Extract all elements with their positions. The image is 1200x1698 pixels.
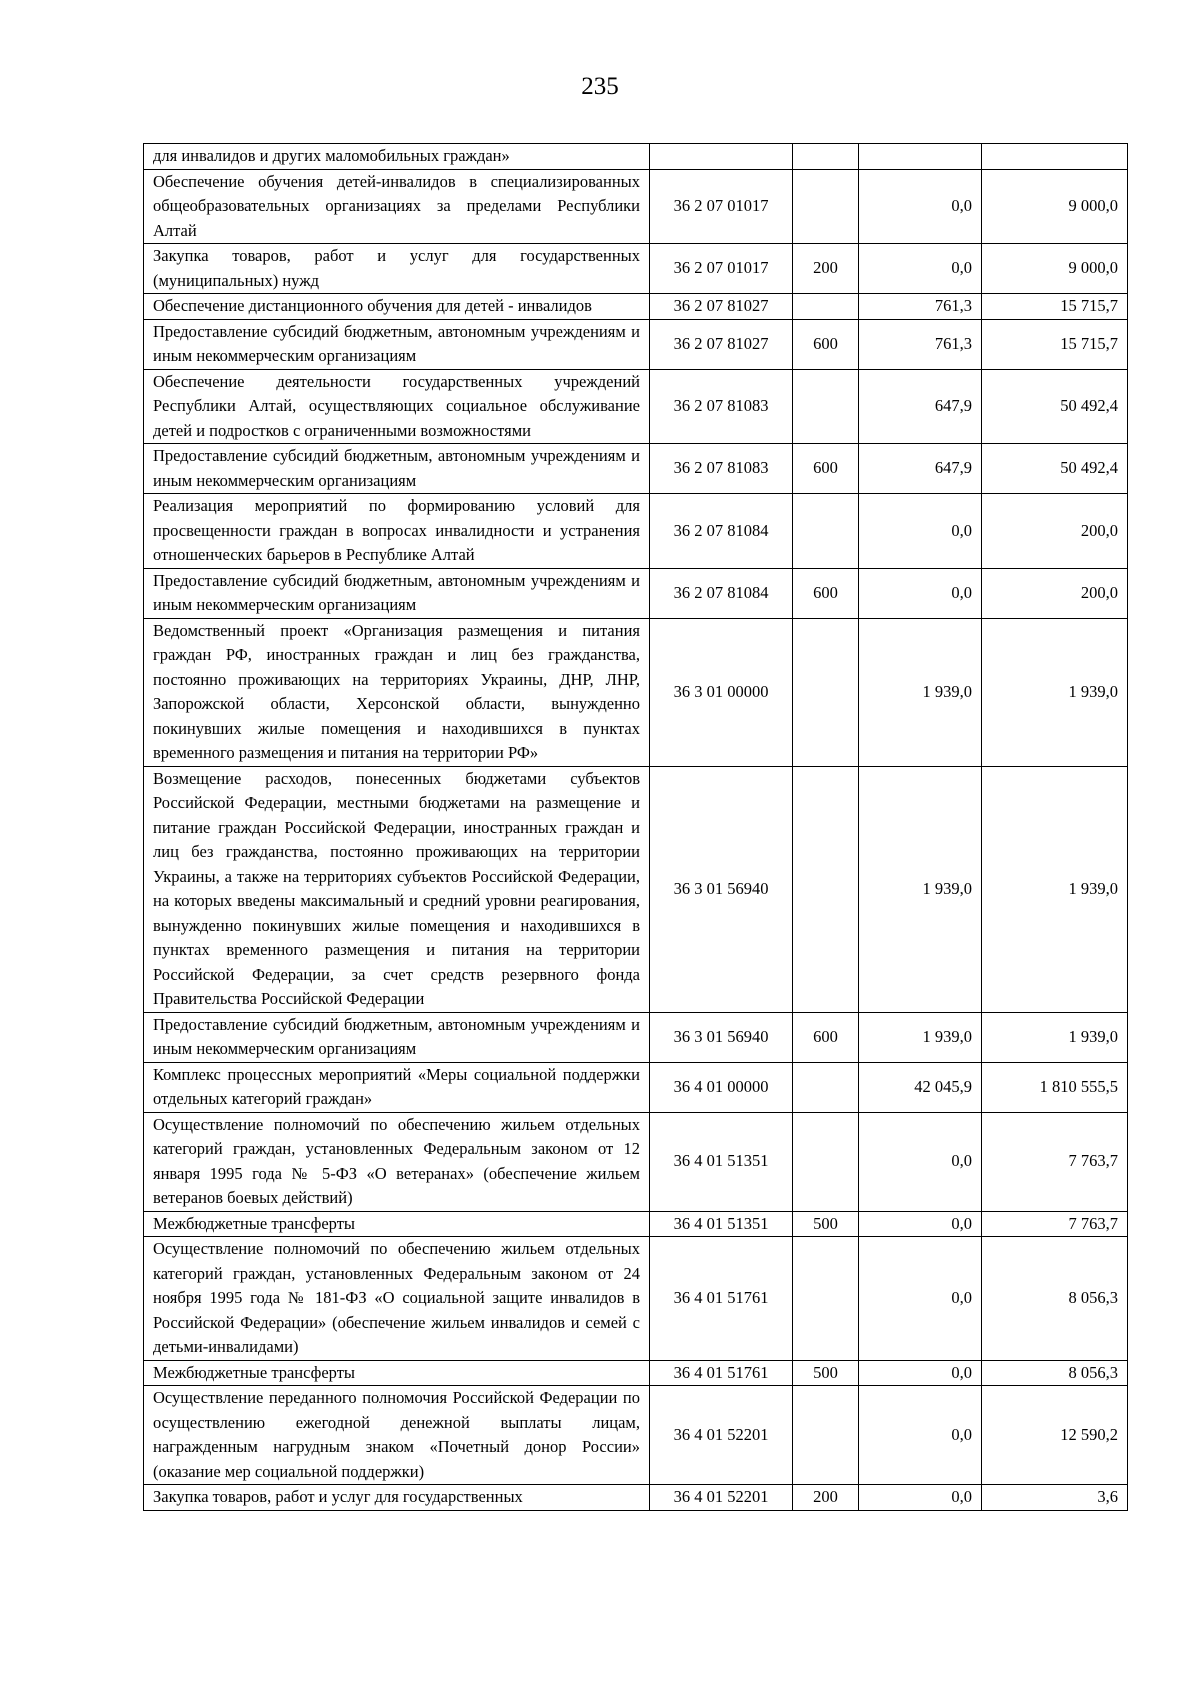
row-amount-second: 8 056,3 (982, 1237, 1128, 1361)
table-row (144, 1062, 1128, 1112)
row-amount-second: 1 939,0 (982, 618, 1128, 766)
row-amount-first: 0,0 (859, 1112, 982, 1211)
row-description: Комплекс процессных мероприятий «Меры социальной поддержки отдельных категорий граждан» (144, 1062, 650, 1112)
row-amount-first: 761,3 (859, 319, 982, 369)
row-amount-second: 50 492,4 (982, 444, 1128, 494)
row-expense-type (793, 169, 859, 244)
table-row (144, 1386, 1128, 1485)
row-expense-type: 600 (793, 1012, 859, 1062)
table-row (144, 144, 1128, 170)
row-expense-type (793, 294, 859, 320)
row-description: Закупка товаров, работ и услуг для государственных (муниципальных) нужд (144, 244, 650, 294)
row-amount-second: 1 810 555,5 (982, 1062, 1128, 1112)
row-expense-type: 600 (793, 444, 859, 494)
row-description: Предоставление субсидий бюджетным, автономным учреждениям и иным некоммерческим организациям (144, 1012, 650, 1062)
row-target-code: 36 4 01 52201 (650, 1485, 793, 1511)
row-description: Осуществление полномочий по обеспечению жильем отдельных категорий граждан, установленных Федеральным законом от 12 января 1995 года № 5-ФЗ «О ветеранах» (обеспечение жильем ветеранов боевых действий) (144, 1112, 650, 1211)
row-amount-second: 3,6 (982, 1485, 1128, 1511)
table-row (144, 244, 1128, 294)
row-amount-first: 0,0 (859, 1360, 982, 1386)
row-target-code: 36 4 01 00000 (650, 1062, 793, 1112)
table-row (144, 369, 1128, 444)
row-target-code: 36 2 07 81083 (650, 444, 793, 494)
row-amount-second: 200,0 (982, 568, 1128, 618)
row-expense-type (793, 369, 859, 444)
table-row (144, 766, 1128, 1012)
row-description: Осуществление переданного полномочия Российской Федерации по осуществлению ежегодной денежной выплаты лицам, награжденным нагрудным знаком «Почетный донор России» (оказание мер социальной поддержки) (144, 1386, 650, 1485)
table-row (144, 1237, 1128, 1361)
table-row (144, 1360, 1128, 1386)
row-amount-second: 200,0 (982, 494, 1128, 569)
table-row (144, 1485, 1128, 1511)
row-description: Предоставление субсидий бюджетным, автономным учреждениям и иным некоммерческим организациям (144, 568, 650, 618)
row-description: Реализация мероприятий по формированию условий для просвещенности граждан в вопросах инвалидности и устранения отношенческих барьеров в Республике Алтай (144, 494, 650, 569)
row-target-code: 36 2 07 01017 (650, 244, 793, 294)
row-expense-type: 500 (793, 1360, 859, 1386)
row-expense-type (793, 1112, 859, 1211)
row-expense-type (793, 1062, 859, 1112)
row-expense-type: 600 (793, 568, 859, 618)
row-amount-first: 0,0 (859, 169, 982, 244)
row-description: Ведомственный проект «Организация размещения и питания граждан РФ, иностранных граждан и лиц без гражданства, постоянно проживающих на территориях Украины, ДНР, ЛНР, Запорожской области, Херсонской области, вынужденно покинувших жилые помещения и находившихся в пунктах временного размещения и питания на территории РФ» (144, 618, 650, 766)
row-target-code: 36 4 01 52201 (650, 1386, 793, 1485)
row-description: Возмещение расходов, понесенных бюджетами субъектов Российской Федерации, местными бюджетами на размещение и питание граждан Российской Федерации, иностранных граждан и лиц без гражданства, постоянно проживающих на территории Украины, а также на территориях субъектов Российской Федерации, на которых введены максимальный и средний уровни реагирования, вынужденно покинувших жилые помещения и находившихся в пунктах временного размещения и питания на территории Российской Федерации, за счет средств резервного фонда Правительства Российской Федерации (144, 766, 650, 1012)
row-amount-second: 1 939,0 (982, 1012, 1128, 1062)
row-amount-first: 0,0 (859, 494, 982, 569)
row-target-code: 36 4 01 51351 (650, 1112, 793, 1211)
row-amount-first: 0,0 (859, 568, 982, 618)
table-row (144, 319, 1128, 369)
table-row (144, 169, 1128, 244)
row-description: для инвалидов и других маломобильных граждан» (144, 144, 650, 170)
row-target-code: 36 2 07 81027 (650, 294, 793, 320)
row-description: Предоставление субсидий бюджетным, автономным учреждениям и иным некоммерческим организациям (144, 319, 650, 369)
row-target-code: 36 2 07 81083 (650, 369, 793, 444)
row-description: Обеспечение обучения детей-инвалидов в специализированных общеобразовательных организациях за пределами Республики Алтай (144, 169, 650, 244)
row-expense-type (793, 618, 859, 766)
row-target-code: 36 2 07 01017 (650, 169, 793, 244)
row-amount-first: 0,0 (859, 1211, 982, 1237)
table-row (144, 1112, 1128, 1211)
row-target-code: 36 3 01 56940 (650, 1012, 793, 1062)
row-amount-first: 42 045,9 (859, 1062, 982, 1112)
row-target-code: 36 2 07 81084 (650, 494, 793, 569)
table-row (144, 1211, 1128, 1237)
row-description: Закупка товаров, работ и услуг для государственных (144, 1485, 650, 1511)
table-row (144, 1012, 1128, 1062)
row-description: Предоставление субсидий бюджетным, автономным учреждениям и иным некоммерческим организациям (144, 444, 650, 494)
row-amount-second (982, 144, 1128, 170)
table-row (144, 568, 1128, 618)
table-row (144, 294, 1128, 320)
budget-table (143, 143, 1128, 1511)
row-target-code: 36 4 01 51761 (650, 1237, 793, 1361)
row-expense-type (793, 144, 859, 170)
row-amount-second: 1 939,0 (982, 766, 1128, 1012)
row-amount-first: 1 939,0 (859, 1012, 982, 1062)
row-expense-type: 200 (793, 244, 859, 294)
row-amount-second: 15 715,7 (982, 319, 1128, 369)
row-target-code: 36 3 01 56940 (650, 766, 793, 1012)
row-amount-first (859, 144, 982, 170)
row-description: Осуществление полномочий по обеспечению жильем отдельных категорий граждан, установленных Федеральным законом от 24 ноября 1995 года № 181-ФЗ «О социальной защите инвалидов в Российской Федерации» (обеспечение жильем инвалидов и семей с детьми-инвалидами) (144, 1237, 650, 1361)
row-expense-type: 200 (793, 1485, 859, 1511)
row-amount-first: 0,0 (859, 244, 982, 294)
row-target-code (650, 144, 793, 170)
row-amount-second: 7 763,7 (982, 1211, 1128, 1237)
row-amount-first: 0,0 (859, 1485, 982, 1511)
row-amount-first: 647,9 (859, 369, 982, 444)
table-row (144, 618, 1128, 766)
row-target-code: 36 3 01 00000 (650, 618, 793, 766)
row-amount-second: 12 590,2 (982, 1386, 1128, 1485)
row-amount-second: 9 000,0 (982, 244, 1128, 294)
page-number: 235 (581, 73, 619, 100)
row-amount-second: 15 715,7 (982, 294, 1128, 320)
row-description: Обеспечение деятельности государственных учреждений Республики Алтай, осуществляющих социальное обслуживание детей и подростков с ограниченными возможностями (144, 369, 650, 444)
row-expense-type (793, 1386, 859, 1485)
row-amount-first: 761,3 (859, 294, 982, 320)
row-description: Межбюджетные трансферты (144, 1360, 650, 1386)
row-amount-second: 9 000,0 (982, 169, 1128, 244)
row-target-code: 36 2 07 81027 (650, 319, 793, 369)
row-amount-first: 647,9 (859, 444, 982, 494)
row-amount-first: 1 939,0 (859, 618, 982, 766)
row-amount-second: 50 492,4 (982, 369, 1128, 444)
row-expense-type (793, 766, 859, 1012)
table-row (144, 444, 1128, 494)
row-expense-type (793, 1237, 859, 1361)
row-target-code: 36 4 01 51351 (650, 1211, 793, 1237)
row-description: Обеспечение дистанционного обучения для детей - инвалидов (144, 294, 650, 320)
row-target-code: 36 4 01 51761 (650, 1360, 793, 1386)
row-amount-first: 1 939,0 (859, 766, 982, 1012)
row-expense-type: 500 (793, 1211, 859, 1237)
table-row (144, 494, 1128, 569)
row-expense-type (793, 494, 859, 569)
row-amount-first: 0,0 (859, 1237, 982, 1361)
row-target-code: 36 2 07 81084 (650, 568, 793, 618)
row-description: Межбюджетные трансферты (144, 1211, 650, 1237)
row-expense-type: 600 (793, 319, 859, 369)
row-amount-second: 8 056,3 (982, 1360, 1128, 1386)
row-amount-first: 0,0 (859, 1386, 982, 1485)
budget-table-body (144, 144, 1128, 1511)
row-amount-second: 7 763,7 (982, 1112, 1128, 1211)
